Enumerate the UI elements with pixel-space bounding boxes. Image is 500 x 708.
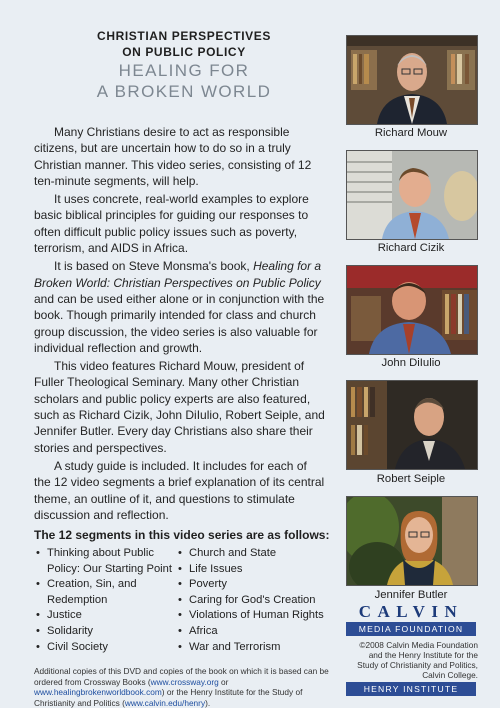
segment-item: • Civil Society <box>36 640 176 656</box>
kicker-line-2: ON PUBLIC POLICY <box>122 45 246 59</box>
segment-item: • Poverty <box>178 577 338 593</box>
caption-jennifer-butler: Jennifer Butler <box>374 589 448 601</box>
portrait-image <box>347 36 477 124</box>
paragraph-1: Many Christians desire to act as responsible citizens, but are uncertain how to do so in a truly Christian manner. This video series, consisting of 12 ten-minute segments, will help. <box>34 125 312 188</box>
description <box>34 124 326 525</box>
ordering-text-2: or <box>218 676 229 687</box>
segment-item: • Africa <box>178 624 338 640</box>
segment-item: • Thinking about Public Policy: Our Starting Point <box>36 546 176 577</box>
segments-heading: The 12 segments in this video series are as follows: <box>34 528 330 542</box>
paragraph-5: A study guide is included. It includes for each of the 12 video segments a brief explanation of its central theme, an outline of it, and questions to stimulate discussion and reflection. <box>34 458 325 522</box>
segment-item: • Justice <box>36 608 176 624</box>
segment-item: • Caring for God's Creation <box>178 593 338 609</box>
media-foundation-banner: MEDIA FOUNDATION <box>346 622 476 636</box>
book-site-link[interactable]: www.healingbrokenworldbook.com <box>34 687 162 697</box>
ordering-text-1: Additional copies of this DVD and copies of the book on which it is based can be ordered from Crossway Books ( <box>34 666 329 687</box>
henry-institute-banner: HENRY INSTITUTE <box>346 682 476 696</box>
segment-item: • Creation, Sin, and Redemption <box>36 577 176 608</box>
photo-john-diiulio <box>346 265 478 355</box>
portrait-image <box>347 266 477 354</box>
photo-jennifer-butler <box>346 496 478 586</box>
segments-column-1 <box>36 546 176 655</box>
ordering-note <box>34 666 344 708</box>
caption-robert-seiple: Robert Seiple <box>376 473 446 485</box>
calvin-logo: CALVIN <box>358 602 464 621</box>
kicker-line-1: CHRISTIAN PERSPECTIVES <box>97 29 271 43</box>
photo-robert-seiple <box>346 380 478 470</box>
paragraph-4: This video features Richard Mouw, president of Fuller Theological Seminary. Many other Christian scholars and public policy experts are also featured, such as Richard Cizik, John DiIulio, Robert Seiple, and Jennifer Butler. Every day Christians also share their stories and perspectives. <box>34 359 325 455</box>
paragraph-3-end: and can be used either alone or in conjunction with the book. Though primarily intended for class and church group discussion, the video series is also valuable for individual reflection and growth. <box>34 291 325 355</box>
header <box>34 28 334 102</box>
paragraph-3-start: It is based on Steve Monsma's book, <box>54 259 254 274</box>
portrait-image <box>347 381 477 469</box>
copyright-notice: ©2008 Calvin Media Foundation and the Henry Institute for the Study of Christianity and Politics, Calvin College. <box>357 640 478 680</box>
ordering-text-3: ) or the Henry Institute for the Study of Christianity and Politics ( <box>34 687 303 708</box>
segment-item: • Violations of Human Rights <box>178 608 338 624</box>
segment-item: • Life Issues <box>178 562 338 578</box>
caption-john-diiulio: John DiIulio <box>381 357 441 369</box>
portrait-image <box>347 151 477 239</box>
crossway-link[interactable]: www.crossway.org <box>150 676 219 687</box>
title-line-1: HEALING FOR <box>118 61 250 80</box>
segment-item: • Church and State <box>178 546 338 562</box>
book-title: Healing for a Broken World: Christian Perspectives on Public Policy <box>34 259 322 290</box>
portrait-image <box>347 497 477 585</box>
caption-richard-mouw: Richard Mouw <box>374 127 448 139</box>
henry-link[interactable]: www.calvin.edu/henry <box>124 697 206 708</box>
segments-column-2 <box>178 546 338 655</box>
photo-richard-cizik <box>346 150 478 240</box>
caption-richard-cizik: Richard Cizik <box>377 242 445 254</box>
photo-richard-mouw <box>346 35 478 125</box>
title-line-2: A BROKEN WORLD <box>96 82 272 101</box>
paragraph-3 <box>34 258 326 356</box>
segment-item: • Solidarity <box>36 624 176 640</box>
paragraph-2: It uses concrete, real-world examples to explore basic biblical principles for guiding our responses to often difficult public policy issues such as poverty, terrorism, and AIDS in Africa. <box>34 192 309 256</box>
ordering-text-4: ). <box>205 697 211 708</box>
segment-item: • War and Terrorism <box>178 640 338 656</box>
